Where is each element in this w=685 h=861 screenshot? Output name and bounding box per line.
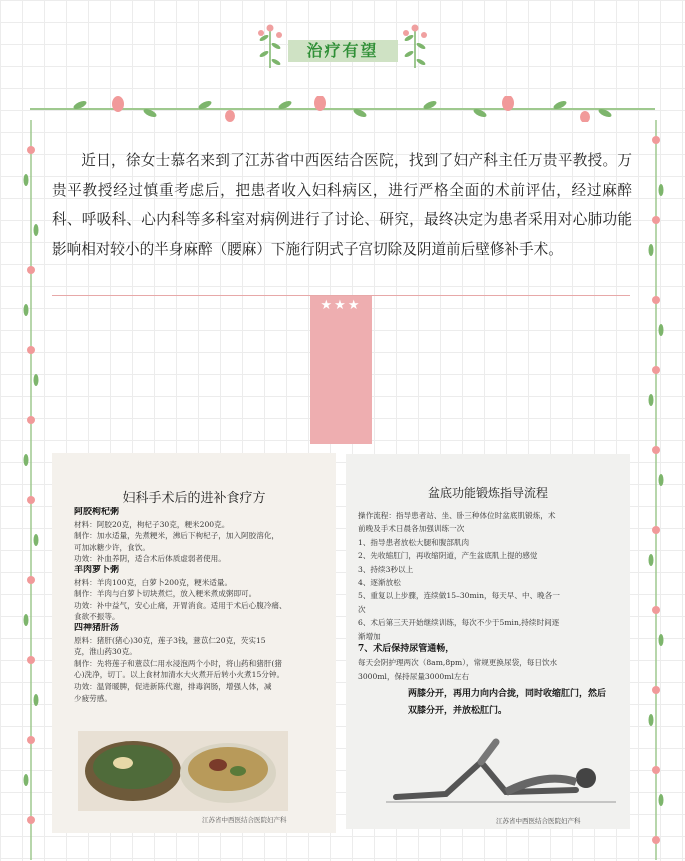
document-line: 心)洗净，切丁。以上食材加清水大火煮开后转小火煮15分钟。 [74, 670, 285, 680]
document-line: 前晚及手术日晨各加强训练一次 [358, 524, 465, 534]
document-line: 次 [358, 604, 366, 614]
photo-right-text [358, 509, 620, 683]
photo-right-footer: 江苏省中西医结合医院妇产科 [496, 817, 581, 825]
document-line: 4、逐渐放松 [358, 578, 401, 588]
flower-sprig-icon [397, 22, 433, 72]
exercise-figure-image [386, 722, 616, 807]
soup-bowls-image [78, 731, 288, 811]
document-line: 2、先收缩肛门，再收缩阴道，产生盆底肌上提的感觉 [358, 551, 538, 561]
document-line: 克，淮山药30克。 [74, 647, 137, 657]
document-heading: 羊肉萝卜粥 [74, 564, 120, 575]
document-line: 功效：补中益气，安心止痛，开胃消食。适用于术后心腹冷痛、 [74, 600, 287, 610]
document-line: 3、持续3秒以上 [358, 564, 414, 574]
document-line: 1、指导患者放松大腿和腹部肌肉 [358, 537, 470, 547]
document-line: 制作：加水适量，先煮粳米，沸后下枸杞子，加入阿胶溶化， [74, 531, 280, 541]
document-heading: 阿胶枸杞粥 [74, 507, 120, 517]
pink-ribbon [310, 296, 372, 444]
document-line: 食欲不振等。 [74, 612, 120, 622]
exercise-instruction: 两膝分开，再用力向内合拢，同时收缩肛门，然后双膝分开，并放松肛门。 [408, 689, 607, 716]
document-line: 每天会阴护理两次（8am,8pm），常规更换尿袋，每日饮水 [358, 658, 558, 668]
document-line: 原料：猪肝(猪心)30克，莲子3钱，薏苡仁20克，芡实15 [74, 635, 266, 645]
photo-left-title: 妇科手术后的进补食疗方 [122, 491, 266, 506]
document-line: 材料：羊肉100克，白萝卜200克，粳米适量。 [74, 577, 233, 587]
page-title: 治疗有望 [306, 41, 379, 60]
section-header [250, 22, 435, 72]
vine-border-right [645, 120, 667, 860]
document-line: 少疲劳感。 [74, 693, 112, 703]
document-line: 5、重复以上步骤，连续做15–30min，每天早、中、晚各一 [358, 591, 560, 601]
vine-border-top [30, 96, 655, 122]
document-line: 功效：补血养阴，适合术后体质虚弱者使用。 [74, 554, 226, 564]
photo-right-title: 盆底功能锻炼指导流程 [427, 486, 548, 500]
document-line: 功效：温肾暖脾，促进新陈代谢，排毒润肠，增强人体，减 [74, 681, 272, 691]
photo-left-footer: 江苏省中西医结合医院妇产科 [202, 816, 287, 824]
diet-recipe-photo [52, 453, 336, 833]
document-line: 制作：先将莲子和薏苡仁用水浸泡两个小时，将山药和猪肝(猪 [74, 658, 282, 668]
vine-border-left [20, 120, 42, 860]
intro-paragraph: 近日，徐女士慕名来到了江苏省中西医结合医院，找到了妇产科主任万贵平教授。万贵平教授经过慎重考虑后，把患者收入妇科病区，进行严格全面的术前评估，经过麻醉科、呼吸科、心内科等多科室对病例进行了讨论、研究，最终决定为患者采用对心肺功能影响相对较小的半身麻醉（腰麻）下施行阴式子宫切除及阴道前后壁修补手术。 [52, 152, 632, 258]
document-line: 操作流程：指导患者站、坐、卧三种体位时盆底肌锻炼，术 [358, 511, 556, 520]
document-line: 渐增加 [358, 631, 381, 641]
photo-left-text [74, 507, 322, 704]
document-line: 材料：阿胶20克，枸杞子30克，粳米200克。 [74, 519, 230, 529]
document-line: 6、术后第三天开始继续训练，每次不少于5min,持续时间逐 [358, 618, 560, 628]
pelvic-floor-guide-photo [346, 454, 630, 829]
document-line: 可加冰糖少许，食饮。 [74, 542, 150, 552]
document-line: 3000ml，保持尿量3000ml左右 [358, 671, 470, 681]
document-line: 制作：羊肉与白萝卜切块煮烂，放入粳米煮成粥即可。 [74, 589, 257, 599]
star-icon: ★★★ [320, 298, 362, 313]
document-heading: 7、术后保持尿管通畅， [358, 644, 455, 655]
document-heading: 四神猪肝汤 [74, 622, 120, 633]
